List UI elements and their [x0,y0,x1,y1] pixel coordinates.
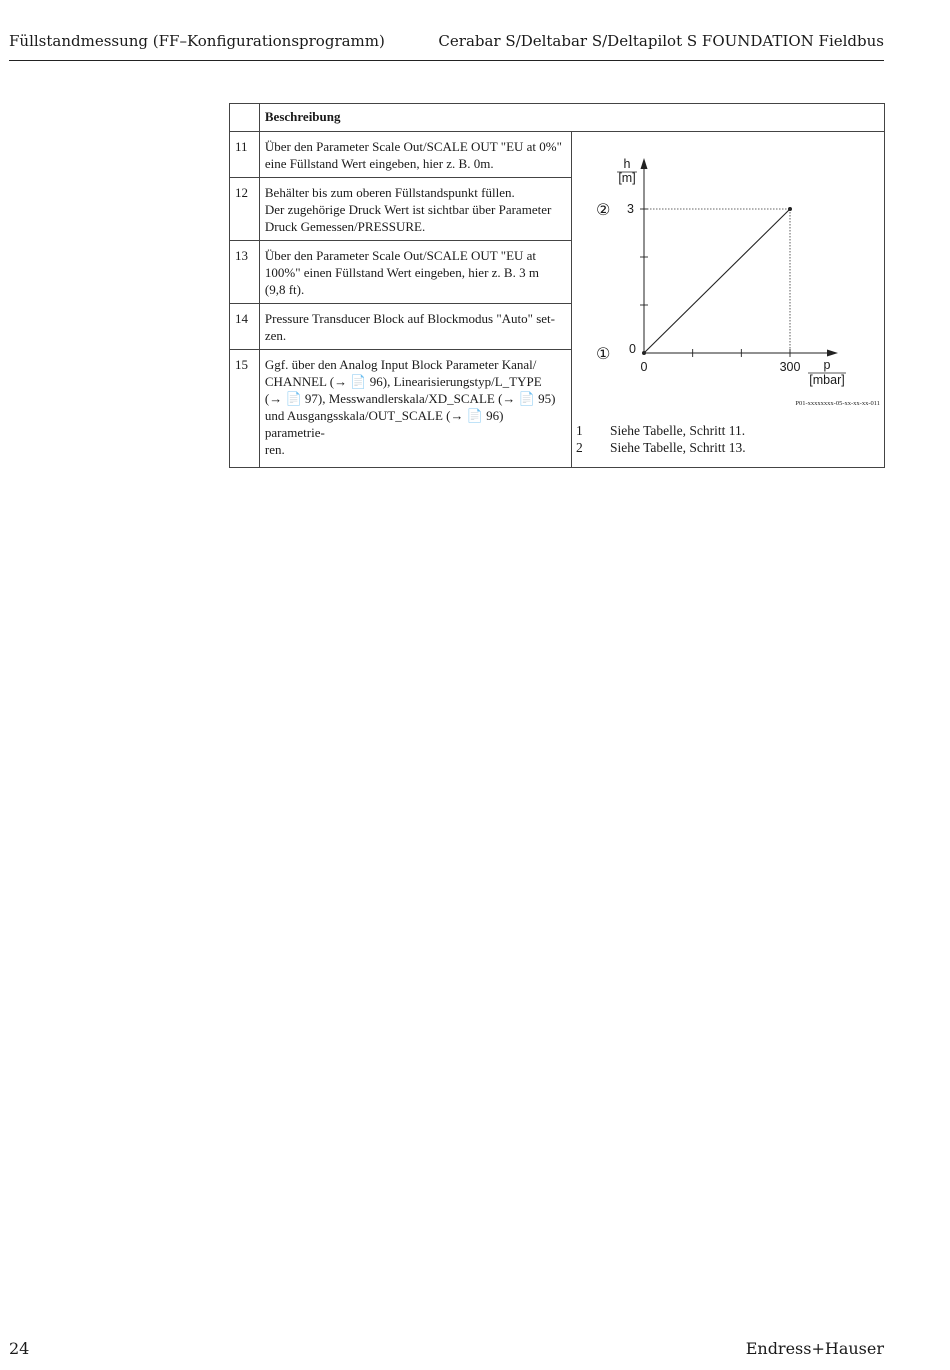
step-line: ren. [264,442,285,457]
y-tick-label: 3 [627,202,634,216]
table-row [230,132,885,178]
header-section-title: Füllstandmessung (FF–Konfigurationsprogramm) [9,32,385,50]
table-heading: Beschreibung [259,104,884,132]
marker-2: ② [596,200,611,219]
legend-item [576,439,884,456]
x-tick-label: 300 [779,360,801,374]
step-number: 15 [230,350,260,468]
legend-item [576,422,884,439]
legend-text: Siehe Tabelle, Schritt 13. [610,440,746,455]
step-line: Pressure Transducer Block auf Blockmodus "Auto" set- [264,311,555,326]
step-line: zen. [264,328,287,343]
procedure-table [229,103,885,468]
data-point [788,207,792,211]
x-tick-label: 0 [640,360,648,374]
step-text [259,132,571,178]
brand-name: Endress+Hauser [745,1339,884,1358]
step-number: 13 [230,241,260,304]
table-header-row [230,104,885,132]
step-line: (→ 📄 97), Messwandlerskala/XD_SCALE (→ 📄 95) [264,391,556,406]
y-tick-label: 0 [629,342,636,356]
step-line: CHANNEL (→ 📄 96), Linearisierungstyp/L_TYPE [264,374,542,389]
series-line [644,209,790,353]
y-axis-arrow [641,158,648,169]
step-line: Druck Gemessen/PRESSURE. [264,219,426,234]
step-number: 12 [230,178,260,241]
step-line: Der zugehörige Druck Wert ist sichtbar über Parameter [264,202,552,217]
level-pressure-chart [572,132,884,428]
x-axis-label: p [823,358,831,372]
step-line: Über den Parameter Scale Out/SCALE OUT "EU at 0%" [264,139,562,154]
page-number: 24 [9,1339,30,1358]
x-axis-arrow [827,350,838,357]
step-line: 100%" einen Füllstand Wert eingeben, hier z. B. 3 m [264,265,539,280]
step-number: 14 [230,304,260,350]
y-axis-unit: [m] [618,171,636,185]
step-line: Behälter bis zum oberen Füllstandspunkt füllen. [264,185,515,200]
step-text [259,241,571,304]
figure-id: P01-xxxxxxxx-05-xx-xx-xx-011 [795,400,880,407]
data-point [642,351,646,355]
figure-legend [576,422,884,456]
y-axis-label: h [623,157,631,171]
legend-number: 2 [576,440,583,455]
step-line: Ggf. über den Analog Input Block Parameter Kanal/ [264,357,537,372]
step-line: eine Füllstand Wert eingeben, hier z. B. 0m. [264,156,494,171]
step-line: Über den Parameter Scale Out/SCALE OUT "EU at [264,248,537,263]
marker-1: ① [596,344,611,363]
step-line: und Ausgangsskala/OUT_SCALE (→ 📄 96) parametrie- [264,408,504,440]
header-product-title: Cerabar S/Deltabar S/Deltapilot S FOUNDATION Fieldbus [438,32,884,50]
legend-number: 1 [576,423,583,438]
table-header-num [230,104,260,132]
header-divider [9,60,884,61]
step-text [259,178,571,241]
step-text [259,304,571,350]
x-axis-unit: [mbar] [809,373,845,387]
step-number: 11 [230,132,260,178]
step-line: (9,8 ft). [264,282,305,297]
step-text [259,350,571,468]
legend-text: Siehe Tabelle, Schritt 11. [610,423,746,438]
figure-cell [572,132,885,468]
